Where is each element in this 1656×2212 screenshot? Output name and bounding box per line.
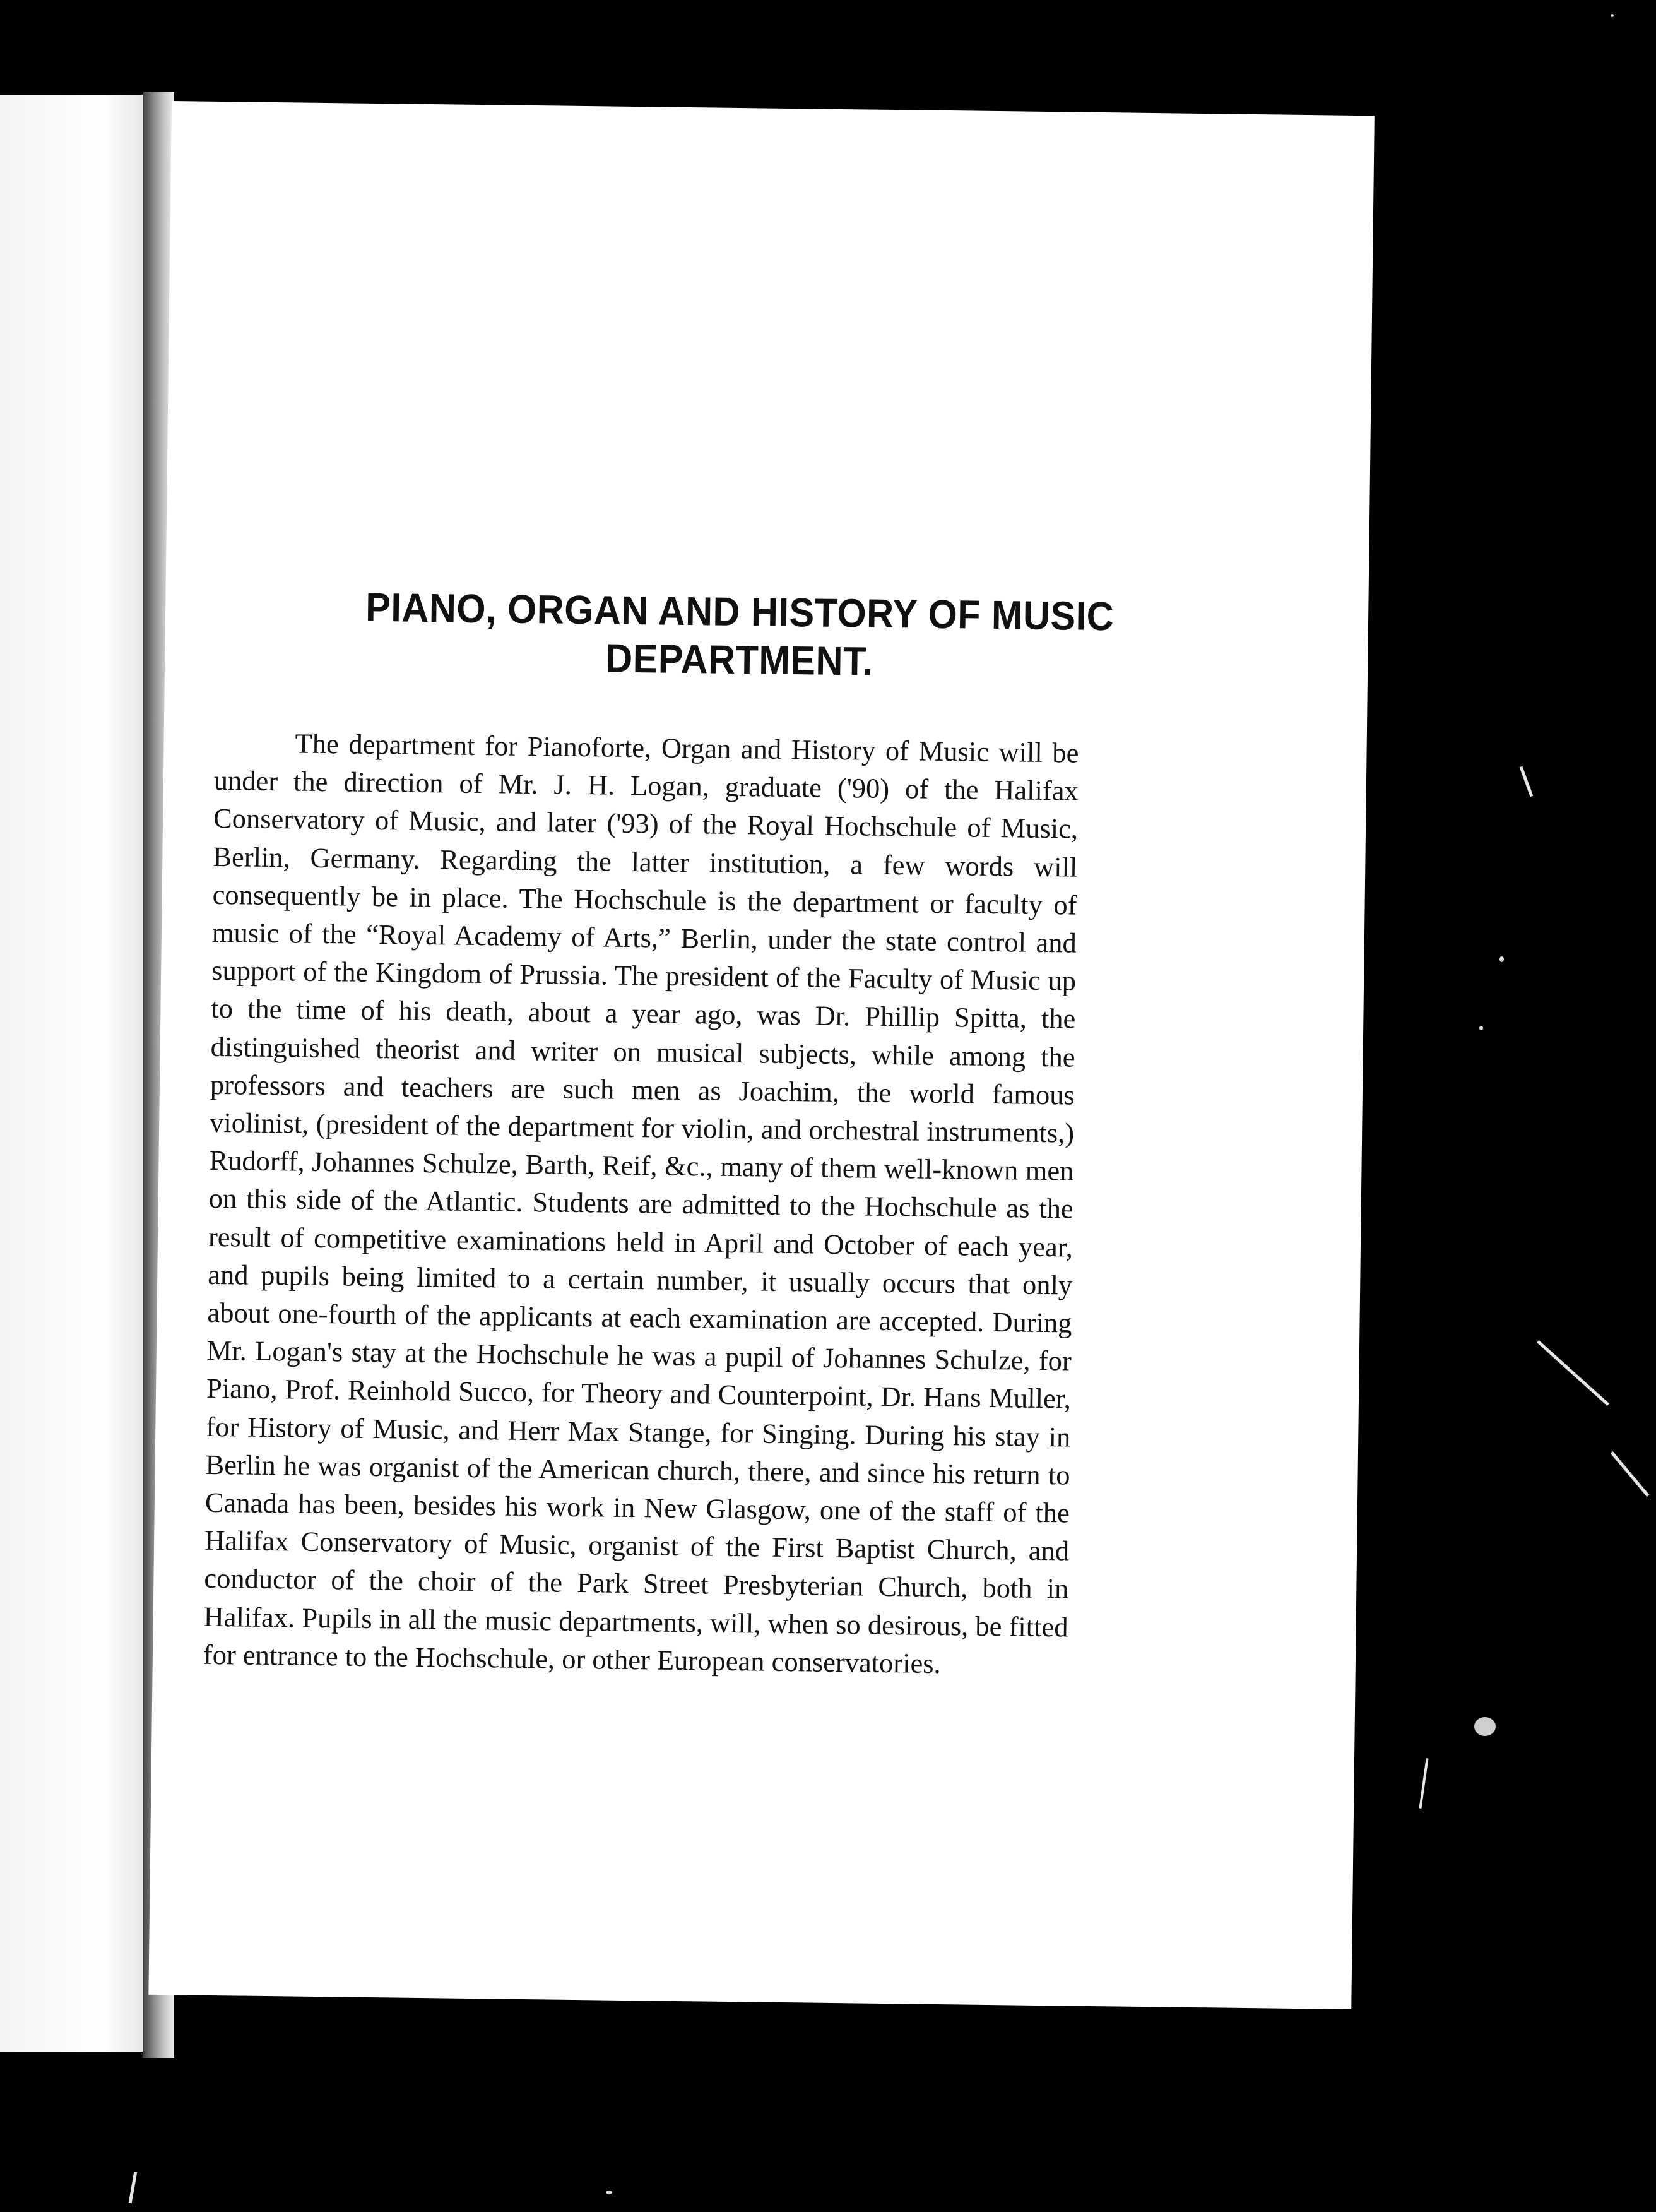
scratch-mark — [1537, 1340, 1609, 1406]
scratch-mark — [1419, 1758, 1428, 1809]
dust-speck — [606, 2191, 612, 2194]
facing-page-edge — [0, 95, 146, 2052]
scratch-mark — [1520, 766, 1534, 797]
page-heading — [269, 582, 1210, 689]
dust-speck — [1611, 14, 1614, 17]
heading-line-1: PIANO, ORGAN AND HISTORY OF MUSIC — [365, 584, 1115, 639]
scratch-mark — [1611, 1451, 1650, 1497]
dust-speck — [1479, 1026, 1483, 1030]
book-page — [148, 101, 1375, 2009]
dust-speck — [1474, 1717, 1496, 1736]
dust-speck — [1499, 956, 1504, 962]
heading-line-2: DEPARTMENT. — [605, 635, 873, 684]
body-paragraph: The department for Pianoforte, Organ and History of Music will be under the direction of Mr. J. H. Logan, graduate ('90) of the Halifax Conservatory of Music, and later ('93) of the Royal Hochschule of Music, Berlin, Germany. Regarding the latter institution, a few words will consequently be in place. The Hochschule is the department or faculty of music of the “Royal Academy of Arts,” Berlin, under the state control and support of the Kingdom of Prussia. The president of the Faculty of Music up to the time of his death, about a year ago, was Dr. Phillip Spitta, the distinguished theorist and writer on musical subjects, while among the professors and teachers are such men as Joachim, the world famous violinist, (president of the department for violin, and orchestral instruments,) Rudorff, Johannes Schulze, Barth, Reif, &c., many of them well-known men on this side of the Atlantic. Students are admitted to the Hochschule as the result of competitive examinations held in April and October of each year, and pupils being limited to a certain number, it usually occurs that only about one-fourth of the applicants at each examination are accepted. During Mr. Logan's stay at the Hochschule he was a pupil of Johannes Schulze, for Piano, Prof. Reinhold Succo, for Theory and Counterpoint, Dr. Hans Muller, for History of Music, and Herr Max Stange, for Singing. During his stay in Berlin he was organist of the American church, there, and since his return to Canada has been, besides his work in New Glasgow, one of the staff of the Halifax Conservatory of Music, organist of the First Baptist Church, and conductor of the choir of the Park Street Presbyterian Church, both in Halifax. Pupils in all the music departments, will, when so desirous, be fitted for entrance to the Hochschule, or other European conservatories. — [203, 727, 1079, 1679]
scratch-mark — [129, 2172, 138, 2203]
